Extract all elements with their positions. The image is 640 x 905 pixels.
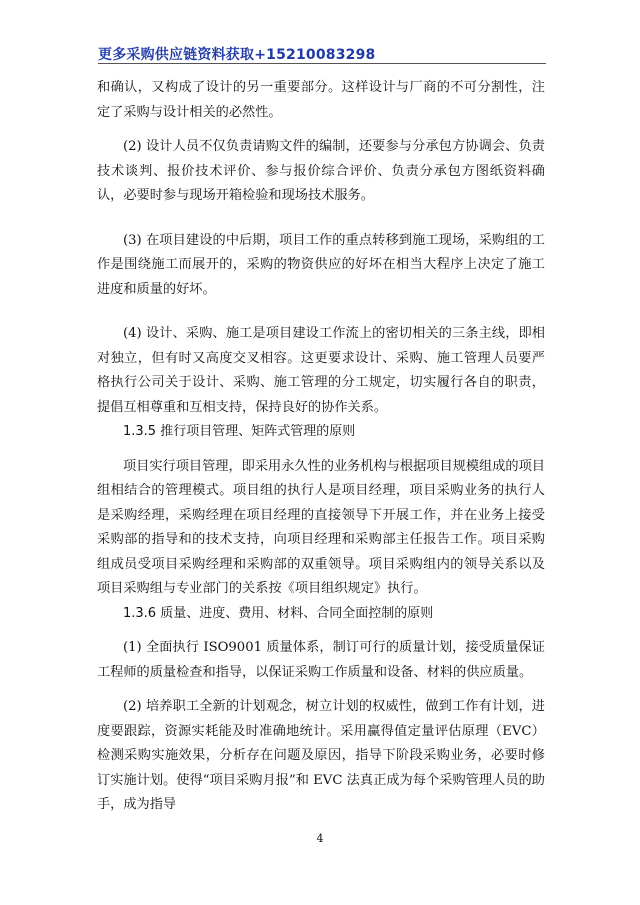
- paragraph-continuation: 和确认，又构成了设计的另一重要部分。这样设计与厂商的不可分割性，注定了采购与设计相关的必然性。: [97, 80, 545, 120]
- paragraph-item-4: (4) 设计、采购、施工是项目建设工作流上的密切相关的三条主线，即相对独立，但有时又高度交叉相容。这更要求设计、采购、施工管理人员要严格执行公司关于设计、采购、施工管理的分工规定，切实履行各自的职责，提倡互相尊重和互相支持，保持良好的协作关系。: [97, 326, 545, 415]
- section-1-3-6-item-2: (2) 培养职工全新的计划观念，树立计划的权威性，做到工作有计划，进度要跟踪，资源实耗能及时准确地统计。采用赢得值定量评估原理（EVC）检测采购实施效果，分析存在问题及原因，指导下阶段采购业务，必要时修订实施计划。使得“项目采购月报”和 EVC 法真正成为每个采购管理人员的助手，成为指导: [97, 699, 545, 812]
- section-1-3-5-paragraph: 项目实行项目管理，即采用永久性的业务机构与根据项目规模组成的项目组相结合的管理模式。项目组的执行人是项目经理，项目采购业务的执行人是采购经理，采购经理在项目经理的直接领导下开展工作，并在业务上接受采购部的指导和的技术支持，向项目经理和采购部主任报告工作。项目采购组成员受项目采购经理和采购部的双重领导。项目采购组内的领导关系以及项目采购组与专业部门的关系按《项目组织规定》执行。: [97, 458, 545, 596]
- document-body: [97, 76, 545, 818]
- paragraph-item-2: (2) 设计人员不仅负责请购文件的编制，还要参与分承包方协调会、负责技术谈判、报价技术评价、参与报价综合评价、负责分承包方图纸资料确认，必要时参与现场开箱检验和现场技术服务。: [97, 139, 545, 203]
- page-header: 更多采购供应链资料获取+15210083298: [98, 47, 376, 63]
- section-heading-1-3-5: 1.3.5 推行项目管理、矩阵式管理的原则: [123, 424, 356, 439]
- header-rule: [98, 63, 546, 64]
- page-number: 4: [316, 832, 324, 845]
- section-heading-1-3-6: 1.3.6 质量、进度、费用、材料、合同全面控制的原则: [123, 605, 434, 621]
- paragraph-item-3: (3) 在项目建设的中后期，项目工作的重点转移到施工现场，采购组的工作是围绕施工而展开的，采购的物资供应的好坏在相当大程序上决定了施工进度和质量的好坏。: [97, 232, 545, 297]
- section-1-3-6-item-1: (1) 全面执行 ISO9001 质量体系，制订可行的质量计划，接受质量保证工程师的质量检查和指导，以保证采购工作质量和设备、材料的供应质量。: [97, 640, 545, 680]
